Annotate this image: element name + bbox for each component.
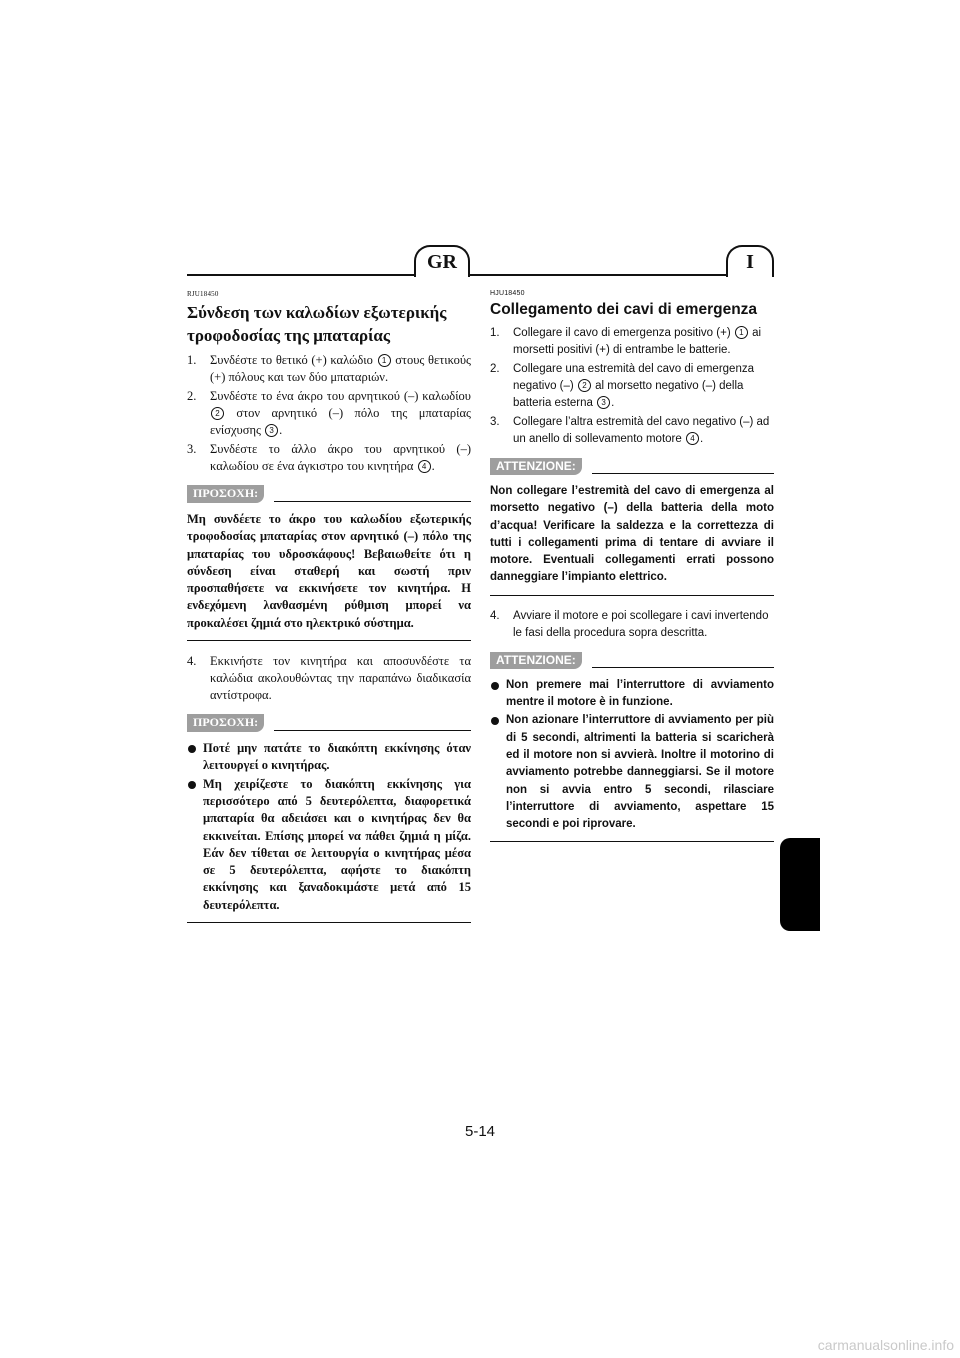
caution-header [187, 714, 471, 732]
callout-number: 1 [378, 354, 391, 367]
step-number: 1. [187, 353, 197, 367]
caution-end-rule [187, 640, 471, 641]
step-number: 2. [490, 363, 500, 375]
step-text: Συνδέστε το άλλο άκρο του αρνητικού (–) καλωδίου σε ένα άγκιστρο του κινητήρα [210, 442, 471, 473]
caution-rule [592, 667, 774, 668]
step-list [490, 325, 774, 448]
caution-bullet: Non azionare l’interruttore di avviamento per più di 5 secondi, altrimenti la batteria si scaricherà ed il motore non si avvierà. Inoltre il motorino di avviamento potrebbe danneggiarsi. Se il motore non si avvia entro 5 secondi, rilasciare l’interruttore di avviamento, aspettare 15 secondi e poi riprovare. [490, 712, 774, 833]
step-list [490, 608, 774, 642]
step-text: Collegare una estremità del cavo di emergenza negativo (–) [513, 363, 754, 392]
step-list [187, 653, 471, 704]
caution-bullet-list [490, 677, 774, 834]
language-badge-italian: I [726, 245, 774, 277]
step-number: 1. [490, 327, 500, 339]
step-item [187, 653, 471, 704]
greek-column [187, 290, 471, 935]
step-item [490, 608, 774, 642]
step-number: 4. [490, 609, 500, 622]
caution-label: ATTENZIONE: [490, 458, 582, 475]
step-text: στον αρνητικό (–) πόλο της μπαταρίας ενίσχυσης [210, 406, 471, 437]
step-list [187, 352, 471, 475]
caution-label: ATTENZIONE: [490, 652, 582, 669]
step-number: 3. [490, 416, 500, 428]
step-text: Συνδέστε το ένα άκρο του αρνητικού (–) καλωδίου [210, 389, 471, 403]
step-text: . [279, 423, 283, 437]
caution-text: Non collegare l’estremità del cavo di emergenza al morsetto negativo (–) della batteria della moto d’acqua! Verificare la saldezza e la correttezza di tutti i collegamenti prima di tentare di avviare il motore. Eventuali collegamenti errati possono danneggiare l’impianto elettrico. [490, 485, 774, 584]
step-text: Avviare il motore e poi scollegare i cavi invertendo le fasi della procedura sopra descritta. [513, 609, 769, 639]
step-text: Συνδέστε το θετικό (+) καλώδιο [210, 353, 373, 367]
step-item [490, 361, 774, 412]
step-item [490, 325, 774, 359]
section-title: Σύνδεση των καλωδίων εξωτερικής τροφοδοσίας της μπαταρίας [187, 303, 447, 345]
caution-label: ΠΡΟΣΟΧΗ: [187, 714, 264, 732]
step-item [187, 441, 471, 475]
step-text: Εκκινήστε τον κινητήρα και αποσυνδέστε τα καλώδια ακολουθώντας την παραπάνω διαδικασία αντίστροφα. [210, 654, 471, 703]
callout-number: 4 [418, 460, 431, 473]
step-text: ai morsetti positivi (+) di entrambe le batterie. [513, 327, 762, 356]
caution-bullet: Non premere mai l’interruttore di avviamento mentre il motore è in funzione. [490, 677, 774, 712]
caution-text: Μη συνδέετε το άκρο του καλωδίου εξωτερικής τροφοδοσίας μπαταρίας στον αρνητικό (–) πόλο της μπαταρίας του υδροσκάφους! Βεβαιωθείτε ότι η σύνδεση είναι σταθερή και σωστή πριν προσπαθήσετε να εκκινήσετε τον κινητήρα. Η ενδεχόμενη λανθασμένη ρύθμιση μπορεί να προκαλέσει ζημιά στο ηλεκτρικό σύστημα. [187, 512, 471, 630]
caution-header [187, 485, 471, 503]
callout-number: 3 [597, 396, 610, 409]
caution-end-rule [490, 595, 774, 596]
caution-header [490, 652, 774, 669]
italian-column [490, 290, 774, 854]
step-text: al morsetto negativo (–) della batteria esterna [513, 380, 744, 409]
step-item [187, 388, 471, 439]
step-number: 2. [187, 389, 197, 403]
caution-bullet: Ποτέ μην πατάτε το διακόπτη εκκίνησης όταν λειτουργεί ο κινητήρας. [187, 740, 471, 775]
caution-bullet: Μη χειρίζεστε το διακόπτη εκκίνησης για περισσότερο από 5 δευτερόλεπτα, διαφορετικά μπαταρία θα αδειάσει και ο κινητήρας δεν θα εκκινείται. Επίσης μπορεί να πάθει ζημιά η μίζα. Εάν δεν τίθεται σε λειτουργία ο κινητήρας μέσα σε 5 δευτερόλεπτα, αφήστε το διακόπτη εκκίνησης και ξαναδοκιμάστε μετά από 15 δευτερόλεπτα. [187, 776, 471, 914]
step-text: . [611, 397, 615, 409]
step-number: 4. [187, 654, 197, 669]
caution-label: ΠΡΟΣΟΧΗ: [187, 485, 264, 503]
step-text: . [699, 433, 704, 445]
callout-number: 2 [578, 379, 591, 392]
header-rule [187, 274, 773, 276]
section-code: RJU18450 [187, 290, 219, 298]
caution-rule [274, 730, 471, 731]
watermark[interactable]: carmanualsonline.info [817, 1337, 954, 1353]
caution-end-rule [187, 922, 471, 923]
chapter-tab [780, 838, 820, 931]
callout-number: 1 [735, 326, 748, 339]
step-text: . [431, 459, 435, 473]
step-item [187, 352, 471, 386]
callout-number: 3 [265, 424, 278, 437]
callout-number: 4 [686, 432, 699, 445]
caution-rule [592, 473, 774, 474]
caution-bullet-list [187, 740, 471, 914]
step-text: Collegare l’altra estremità del cavo negativo (–) ad un anello di sollevamento motore [513, 416, 770, 445]
section-title: Collegamento dei cavi di emergenza [490, 301, 758, 318]
language-badge-greek: GR [414, 245, 470, 277]
section-code: HJU18450 [490, 290, 525, 297]
caution-header [490, 458, 774, 475]
callout-number: 2 [211, 407, 224, 420]
step-text: στους θετικούς (+) πόλους και των δύο μπαταριών. [210, 353, 472, 384]
step-item [490, 414, 774, 448]
page-number: 5-14 [464, 1123, 496, 1140]
caution-rule [274, 501, 471, 502]
caution-end-rule [490, 841, 774, 842]
step-number: 3. [187, 442, 197, 456]
step-text: Collegare il cavo di emergenza positivo (+) [513, 327, 731, 339]
